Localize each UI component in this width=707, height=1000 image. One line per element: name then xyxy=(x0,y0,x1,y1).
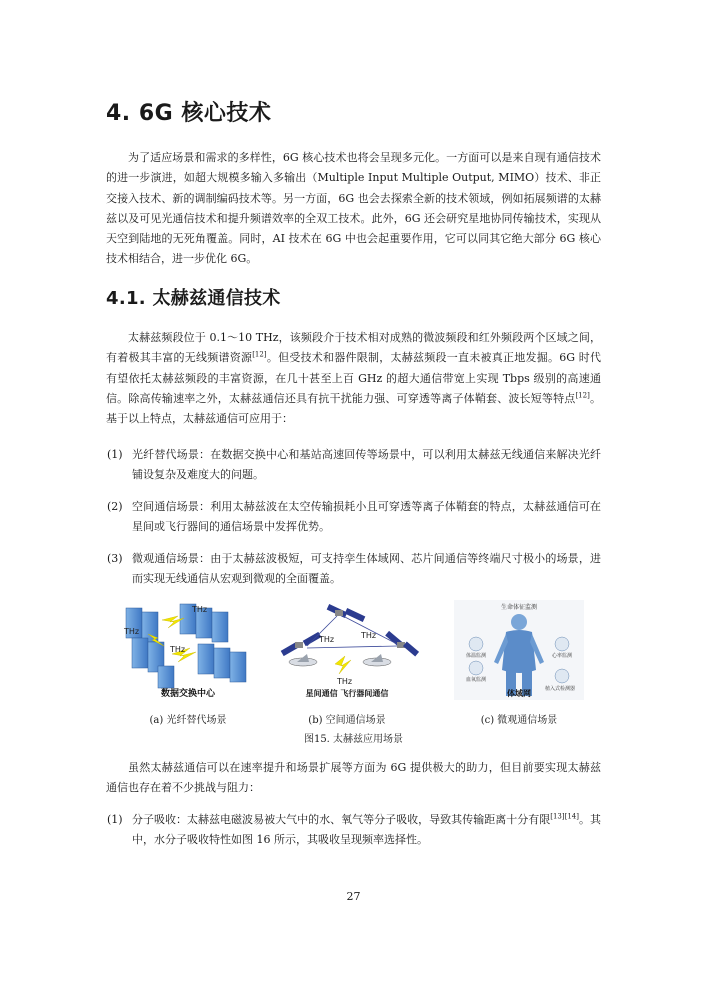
subcaption-c: (c) 微观通信场景 xyxy=(480,715,558,726)
figure-b-label: 星间通信 飞行器间通信 xyxy=(305,689,389,698)
figure-b-space xyxy=(273,602,421,702)
list-item xyxy=(107,445,601,486)
oximeter-icon xyxy=(469,661,483,675)
satellite-icon xyxy=(281,632,322,656)
citation-ref: [12] xyxy=(575,391,590,400)
thz-label: THz xyxy=(124,627,140,636)
page-number: 27 xyxy=(346,890,361,903)
list-item-number: (3) xyxy=(107,552,123,565)
subsection-heading: 4.1. 太赫兹通信技术 xyxy=(106,288,281,309)
list-item-number: (2) xyxy=(107,500,123,513)
thz-label: THz xyxy=(319,635,335,644)
figure-c-tag: 心率监测 xyxy=(551,653,573,659)
satellite-icon xyxy=(385,631,419,657)
figure-c-label: 体域网 xyxy=(507,689,531,698)
subcaption-a: (a) 光纤替代场景 xyxy=(149,715,227,726)
thz-paragraph xyxy=(106,328,601,429)
aircraft-icon xyxy=(289,654,317,666)
section-heading: 4. 6G 核心技术 xyxy=(106,101,272,126)
figure-caption: 图15. 太赫兹应用场景 xyxy=(303,734,404,745)
implant-icon xyxy=(555,669,569,683)
figure-c-tag: 植入式检测器 xyxy=(544,686,576,692)
figure-a-data-center xyxy=(118,598,258,702)
list-item-text: 空间通信场景：利用太赫兹波在太空传输损耗小且可穿透等离子体鞘套的特点，太赫兹通信可在星间或飞行器间的通信场景中发挥优势。 xyxy=(132,500,601,534)
thz-label: THz xyxy=(192,605,208,614)
server-rack-icon xyxy=(180,604,246,682)
list-item xyxy=(107,810,601,851)
list-item-text: 微观通信场景：由于太赫兹波极短，可支持孪生体域网、芯片间通信等终端尺寸极小的场景，进而实现无线通信从宏观到微观的全面覆盖。 xyxy=(132,552,601,586)
subcaption-b: (b) 空间通信场景 xyxy=(308,715,386,726)
thz-label: THz xyxy=(170,645,186,654)
intro-paragraph: 为了适应场景和需求的多样性，6G 核心技术也将会呈现多元化。一方面可以是来自现有通信技术的进一步演进，如超大规模多输入多输出（Multiple Input Multiple Output, MIMO）技术、非正交接入技术、新的调制编码技术等。另一方面，6G 也会去探索全新的技术领域，例如拓展频谱的太赫兹以及可见光通信技术和提升频谱效率的全双工技术。此外，6G 还会研究星地协同传输技术，实现从天空到陆地的无死角覆盖。同时，AI 技术在 6G 中也会起重要作用，它可以同其它绝大部分 6G 核心技术相结合，进一步优化 6G。 xyxy=(106,151,601,266)
lightning-bolt-icon xyxy=(335,656,351,674)
list-item-number: (1) xyxy=(107,448,123,461)
thz-label: THz xyxy=(337,677,353,686)
figure-c-tag: 血氧监测 xyxy=(465,677,487,683)
list-item xyxy=(107,497,601,538)
figure-c-title: 生命体征监测 xyxy=(500,604,538,611)
citation-ref: [12] xyxy=(252,350,267,359)
thermometer-icon xyxy=(469,637,483,651)
satellite-icon xyxy=(327,604,366,622)
thz-text-3: 。基于以上特点，太赫兹通信可应用于： xyxy=(106,391,602,426)
citation-ref: [13][14] xyxy=(550,812,579,821)
figure-a-label: 数据交换中心 xyxy=(160,689,216,699)
list-item-text: 光纤替代场景：在数据交换中心和基站高速回传等场景中，可以利用太赫兹无线通信来解决光纤铺设复杂及难度大的问题。 xyxy=(132,448,601,482)
heart-icon xyxy=(555,637,569,651)
aircraft-icon xyxy=(363,654,391,666)
thz-text-1: 太赫兹频段位于 0.1～10 THz，该频段介于技术相对成熟的微波频段和红外频段两个区域之间，有着极其丰富的无线频谱资源 xyxy=(106,331,601,365)
list-item xyxy=(107,549,601,590)
list-item-number: (1) xyxy=(107,813,123,826)
list-item-text: 分子吸收：太赫兹电磁波易被大气中的水、氧气等分子吸收，导致其传输距离十分有限 xyxy=(132,813,551,826)
thz-text-2: 。但受技术和器件限制，太赫兹频段一直未被真正地发掘。6G 时代有望依托太赫兹频段的丰富资源，在几十甚至上百 GHz 的超大通信带宽上实现 Tbps 级别的高速通信。除高传输速率之外，太赫兹通信还具有抗干扰能力强、可穿透等离子体鞘套、波长短等特点 xyxy=(106,351,602,405)
list-item-text: 。其中，水分子吸收特性如图 16 所示，其吸收呈现频率选择性。 xyxy=(132,813,601,847)
challenges-paragraph: 虽然太赫兹通信可以在速率提升和场景扩展等方面为 6G 提供极大的助力，但目前要实现太赫兹通信也存在着不少挑战与阻力： xyxy=(106,761,601,795)
figure-c-tag: 体温监测 xyxy=(465,653,487,659)
figure-c-body-network xyxy=(454,600,584,700)
thz-label: THz xyxy=(361,631,377,640)
